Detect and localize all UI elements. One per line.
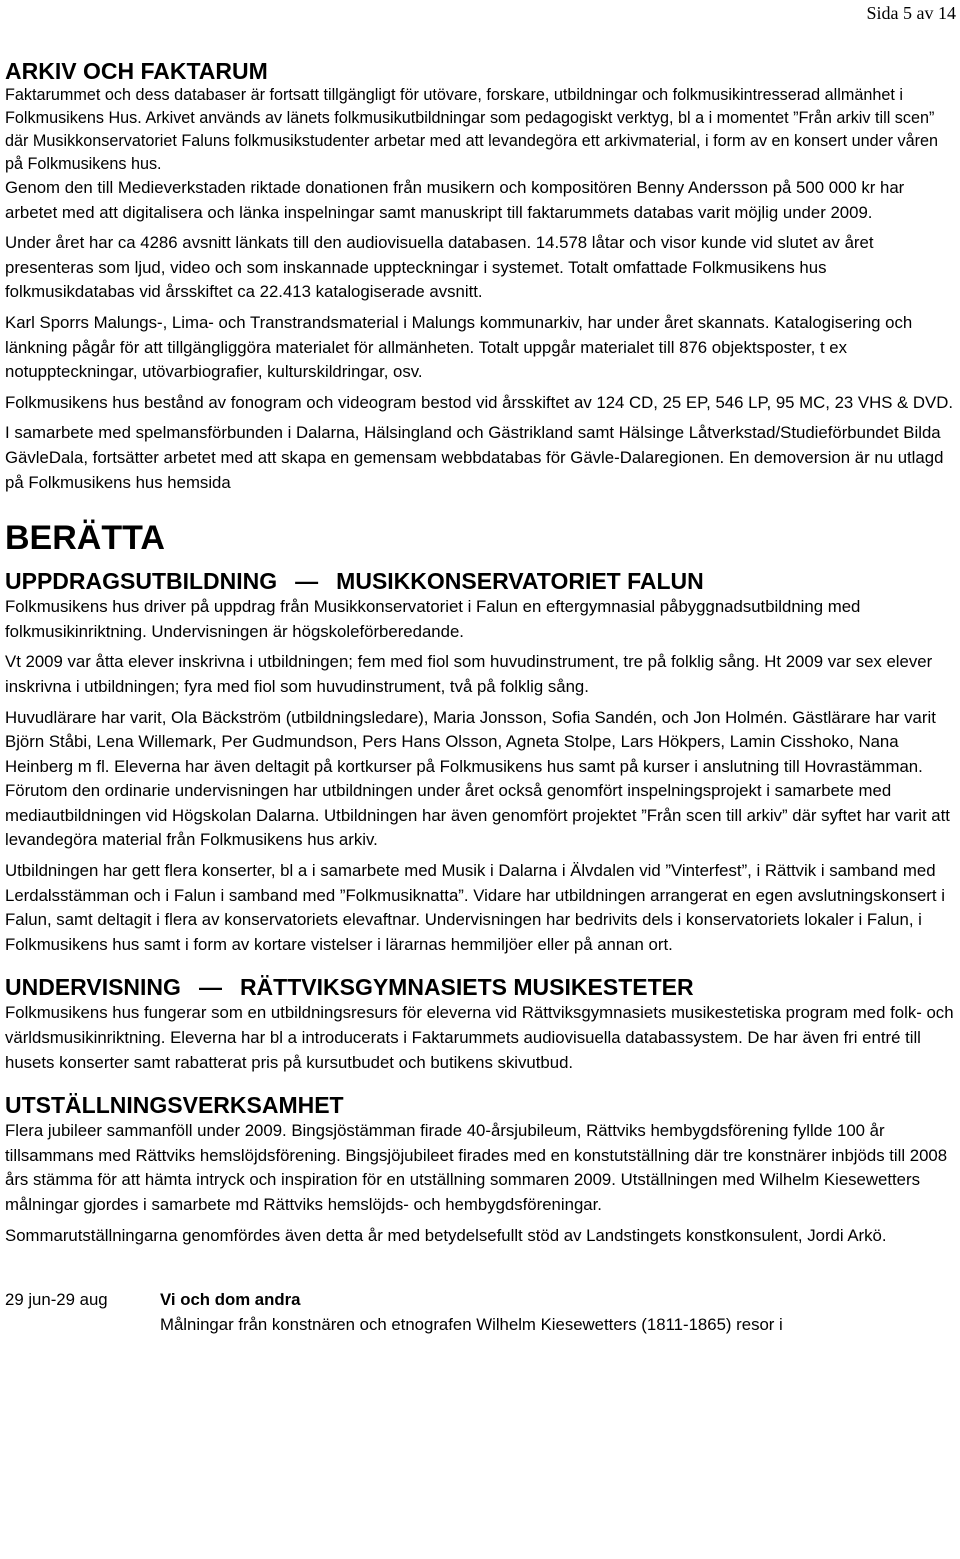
paragraph: Flera jubileer sammanföll under 2009. Bingsjöstämman firade 40-årsjubileum, Rättviks hembygdsförening fyllde 100 år tillsammans med Rättviks hemslöjdsförening. Bingsjöjubileet firades med en konstutställning där tre konstnärer inbjöds till 2008 års stämma för att hämta intryck och inspiration för en utställning sommaren 2009. Utställningen med Wilhelm Kiesewetters målningar gjordes i samarbete md Rättviks hemslöjds- och hembygdsföreningar. — [5, 1121, 948, 1214]
archive-heading: ARKIV OCH FAKTARUM — [5, 58, 268, 84]
event-details — [160, 1288, 783, 1337]
page-number: Sida 5 av 14 — [866, 3, 956, 23]
paragraph: Huvudlärare har varit, Ola Bäckström (utbildningsledare), Maria Jonsson, Sofia Sandén, och Jon Holmén. Gästlärare har varit Björn Ståbi, Lena Willemark, Per Gudmundson, Pers Hans Olsson, Agneta Stolpe, Lars Hökpers, Lamin Cisshoko, Nana Heinberg m fl. Eleverna har även deltagit på kortkurser på Folkmusikens hus samt på kurser i anslutning till Hovrastämman. Förutom den ordinarie undervisningen har utbildningen under året också genomfört inspelningsprojekt i samarbete med mediautbildningen vid Högskolan Dalarna. Utbildningen har även genomfört projektet ”Från scen till arkiv” där syftet har varit att levandegöra material från Folkmusikens hus arkiv. — [5, 707, 950, 850]
paragraph: Vt 2009 var åtta elever inskrivna i utbildningen; fem med fiol som huvudinstrument, tre på folklig sång. Ht 2009 var sex elever inskrivna i utbildningen; fyra med fiol som huvudinstrument, två på folklig sång. — [5, 652, 933, 696]
section-heading-right: MUSIKKONSERVATORIET FALUN — [336, 568, 704, 595]
section-heading: UPPDRAGSUTBILDNING — MUSIKKONSERVATORIET FALUN — [5, 568, 704, 595]
event-description: Målningar från konstnären och etnografen Wilhelm Kiesewetters (1811-1865) resor i — [160, 1314, 783, 1334]
section-uppdragsutbildning — [5, 567, 957, 957]
section-heading-left: UPPDRAGSUTBILDNING — [5, 568, 278, 595]
section-heading-right: RÄTTVIKSGYMNASIETS MUSIKESTETER — [239, 974, 694, 1001]
event-entry — [5, 1288, 957, 1337]
section-heading-left: UNDERVISNING — [5, 974, 181, 1001]
document-body — [5, 58, 957, 1337]
archive-paragraph-1: Faktarummet och dess databaser är fortsatt tillgängligt för utövare, forskare, utbildningar och folkmusikintresserad allmänhet i Folkmusikens Hus. Arkivet används av länets folkmusikutbildningar som pedagogiskt verktyg, bl a i momentet ”Från arkiv till scen” där Musikkonservatoriet Faluns folkmusikstudenter arbetar med att levandegöra ett arkivmaterial, i form av en konsert under våren på Folkmusikens hus. — [5, 86, 939, 173]
event-date: 29 jun-29 aug — [5, 1290, 108, 1310]
paragraph: Utbildningen har gett flera konserter, bl a i samarbete med Musik i Dalarna i Älvdalen vid ”Vinterfest”, i Rättvik i samband med Lerdalsstämman och i Falun i samband med ”Folkmusiknatta”. Vidare har utbildningen arrangerat en egen avslutningskonsert i Falun, samt deltagit i flera av konservatoriets elevaftnar. Undervisningen har bedrivits dels i konservatoriets lokaler i Falun, i Folkmusikens hus samt i form av kortare vistelser i lärarnas hemmiljöer eller på annan ort. — [5, 861, 945, 954]
archive-paragraph-2: Genom den till Medieverkstaden riktade donationen från musikern och kompositören Benny Andersson på 500 000 kr har arbetet med att digitalisera och länka inspelningar samt manuskript till faktarummets databas varit möjlig under 2009. — [5, 178, 905, 222]
archive-paragraph-6: I samarbete med spelmansförbunden i Dalarna, Hälsingland och Gästrikland samt Hälsinge Låtverkstad/Studieförbundet Bilda GävleDala, fortsätter arbetet med att skapa en gemensam webbdatabas för Gävle-Dalaregionen. En demoversion är nu utlagd på Folkmusikens hus hemsida — [5, 423, 944, 492]
section-undervisning — [5, 973, 957, 1075]
archive-section — [5, 58, 957, 495]
event-title: Vi och dom andra — [160, 1290, 301, 1310]
paragraph: Sommarutställningarna genomfördes även detta år med betydelsefullt stöd av Landstingets konstkonsulent, Jordi Arkö. — [5, 1225, 887, 1245]
beratta-heading: BERÄTTA — [5, 519, 165, 558]
section-utstallningsverksamhet — [5, 1091, 957, 1248]
paragraph: Folkmusikens hus driver på uppdrag från Musikkonservatoriet i Falun en eftergymnasial påbyggnadsutbildning med folkmusikinriktning. Undervisningen är högskoleförberedande. — [5, 597, 861, 641]
archive-paragraph-3: Under året har ca 4286 avsnitt länkats till den audiovisuella databasen. 14.578 låtar och visor kunde vid slutet av året presenteras som ljud, video och som inskannade uppteckningar i systemet. Totalt omfattade Folkmusikens hus folkmusikdatabas vid årsskiftet ca 22.413 katalogiserade avsnitt. — [5, 233, 874, 302]
paragraph: Folkmusikens hus fungerar som en utbildningsresurs för eleverna vid Rättviksgymnasiets musikestetiska program med folk- och världsmusikinriktning. Eleverna har bl a introducerats i Faktarummets audiovisuella databassystem. De har även fri entré till husets konserter samt rabatterat pris på kursutbudet och butikens skivutbud. — [5, 1003, 954, 1072]
section-heading: UNDERVISNING — RÄTTVIKSGYMNASIETS MUSIKESTETER — [5, 974, 694, 1001]
archive-paragraph-4: Karl Sporrs Malungs-, Lima- och Transtrandsmaterial i Malungs kommunarkiv, har under året skannats. Katalogisering och länkning pågår för att tillgängliggöra materialet för allmänheten. Totalt uppgår materialet till 876 objektsposter, t ex notuppteckningar, utövarbiografier, kulturskildringar, osv. — [5, 312, 913, 382]
section-heading: UTSTÄLLNINGSVERKSAMHET — [5, 1092, 344, 1119]
archive-paragraph-5: Folkmusikens hus bestånd av fonogram och videogram bestod vid årsskiftet av 124 CD, 25 EP, 546 LP, 95 MC, 23 VHS & DVD. — [5, 392, 954, 412]
